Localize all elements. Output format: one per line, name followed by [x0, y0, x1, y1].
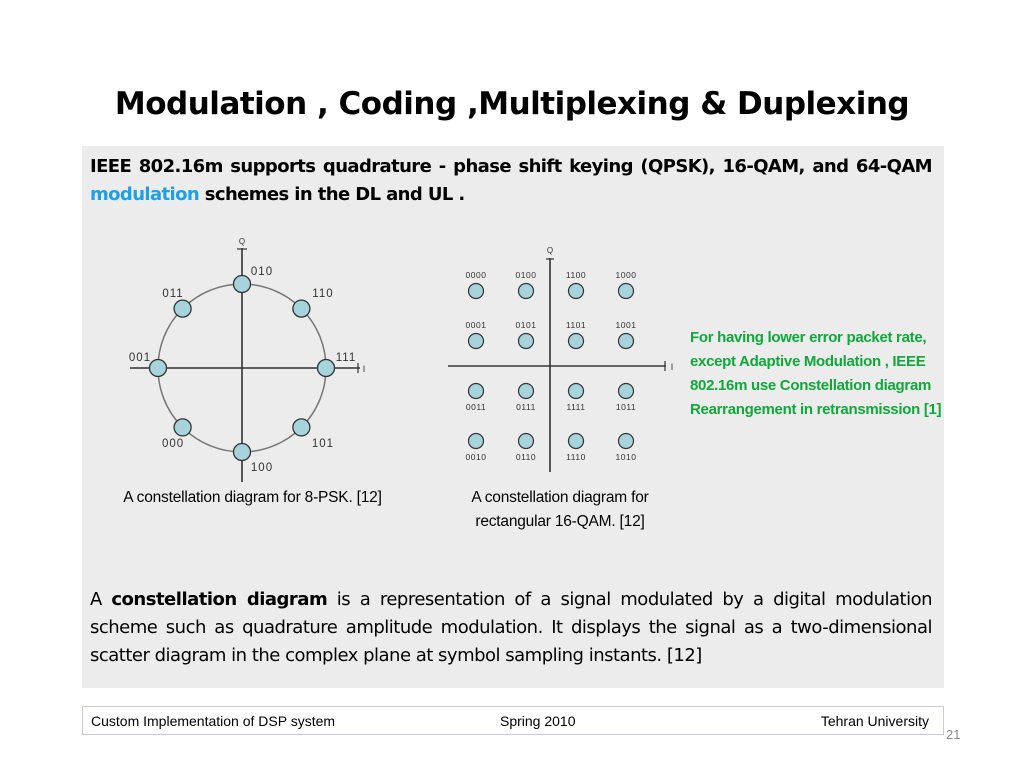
qam-label-0101: 0101 — [515, 320, 537, 330]
psk-point-010 — [234, 276, 251, 293]
psk-point-110 — [293, 300, 310, 317]
page-number: 21 — [946, 727, 961, 742]
intro-text-start: IEEE 802.16m supports quadrature - phase shift keying (QPSK), 16-QAM, and 64-QAM — [90, 156, 932, 177]
definition-start: A — [90, 589, 112, 610]
qam-point-1100 — [569, 284, 584, 299]
i-axis-label: I — [362, 364, 366, 374]
intro-text — [90, 153, 932, 209]
modulation-highlight: modulation — [90, 184, 200, 205]
psk-point-001 — [150, 360, 167, 377]
qam-point-0011 — [469, 384, 484, 399]
definition-term: constellation diagram — [111, 589, 328, 610]
qam-point-0001 — [469, 334, 484, 349]
qam-label-1010: 1010 — [615, 452, 637, 462]
footer — [82, 706, 944, 735]
8psk-constellation-diagram — [120, 232, 370, 487]
qam-label-0011: 0011 — [465, 402, 487, 412]
qam-point-0101 — [519, 334, 534, 349]
intro-text-end: schemes in the DL and UL . — [199, 184, 465, 205]
psk-point-111 — [318, 360, 335, 377]
qam-q-axis-label: Q — [546, 246, 554, 255]
qam-point-1000 — [619, 284, 634, 299]
qam-point-0010 — [469, 434, 484, 449]
qam-point-0111 — [519, 384, 534, 399]
qam-label-0111: 0111 — [516, 402, 536, 412]
psk-label-111: 111 — [335, 352, 357, 364]
psk-point-101 — [293, 419, 310, 436]
qam-label-1000: 1000 — [615, 270, 637, 280]
qam-label-0001: 0001 — [465, 320, 487, 330]
psk-label-110: 110 — [312, 288, 334, 301]
psk-label-010: 010 — [250, 266, 274, 278]
psk-label-100: 100 — [250, 462, 274, 474]
caption-16qam-line1: A constellation diagram for — [471, 489, 649, 506]
qam-point-0100 — [519, 284, 534, 299]
qam-point-1110 — [569, 434, 584, 449]
qam-label-0100: 0100 — [515, 270, 537, 280]
qam-point-1111 — [569, 384, 584, 399]
footer-university: Tehran University — [820, 713, 929, 729]
retransmission-note: For having lower error packet rate, except Adaptive Modulation , IEEE 802.16m use Constellation diagram Rearrangement in retransmission [1] — [690, 329, 942, 418]
16qam-constellation-diagram — [440, 240, 680, 475]
caption-16qam-line2: rectangular 16-QAM. [12] — [475, 513, 645, 530]
caption-8psk: A constellation diagram for 8-PSK. [12] — [123, 489, 382, 506]
psk-point-100 — [234, 444, 251, 461]
qam-label-1011: 1011 — [615, 402, 637, 412]
qam-label-1111: 1111 — [566, 402, 586, 412]
qam-point-1011 — [619, 384, 634, 399]
qam-label-0110: 0110 — [515, 452, 537, 462]
psk-label-000: 000 — [161, 437, 185, 450]
qam-label-1001: 1001 — [615, 320, 637, 330]
qam-label-1101: 1101 — [565, 320, 587, 330]
qam-point-1101 — [569, 334, 584, 349]
qam-label-1110: 1110 — [566, 452, 586, 462]
footer-course: Custom Implementation of DSP system — [91, 713, 336, 729]
psk-point-000 — [174, 419, 191, 436]
psk-label-101: 101 — [311, 437, 335, 450]
qam-label-1100: 1100 — [565, 270, 587, 280]
qam-label-0010: 0010 — [465, 452, 487, 462]
psk-label-011: 011 — [162, 288, 184, 301]
qam-i-axis-label: I — [670, 362, 674, 372]
footer-term: Spring 2010 — [500, 713, 576, 729]
definition-paragraph — [90, 586, 932, 670]
qam-point-0110 — [519, 434, 534, 449]
slide-title: Modulation , Coding ,Multiplexing & Duplexing — [114, 86, 910, 122]
psk-point-011 — [174, 300, 191, 317]
definition-rest: is a representation of a signal modulated by a digital modulation scheme such as quadrature amplitude modulation. It displays the signal as a two-dimensional scatter diagram in the complex plane at symbol sampling instants. [12] — [90, 589, 932, 666]
q-axis-label: Q — [238, 237, 246, 246]
qam-point-1010 — [619, 434, 634, 449]
qam-label-0000: 0000 — [465, 270, 487, 280]
qam-point-1001 — [619, 334, 634, 349]
qam-point-0000 — [469, 284, 484, 299]
psk-label-001: 001 — [128, 352, 152, 364]
caption-16qam — [440, 486, 680, 534]
